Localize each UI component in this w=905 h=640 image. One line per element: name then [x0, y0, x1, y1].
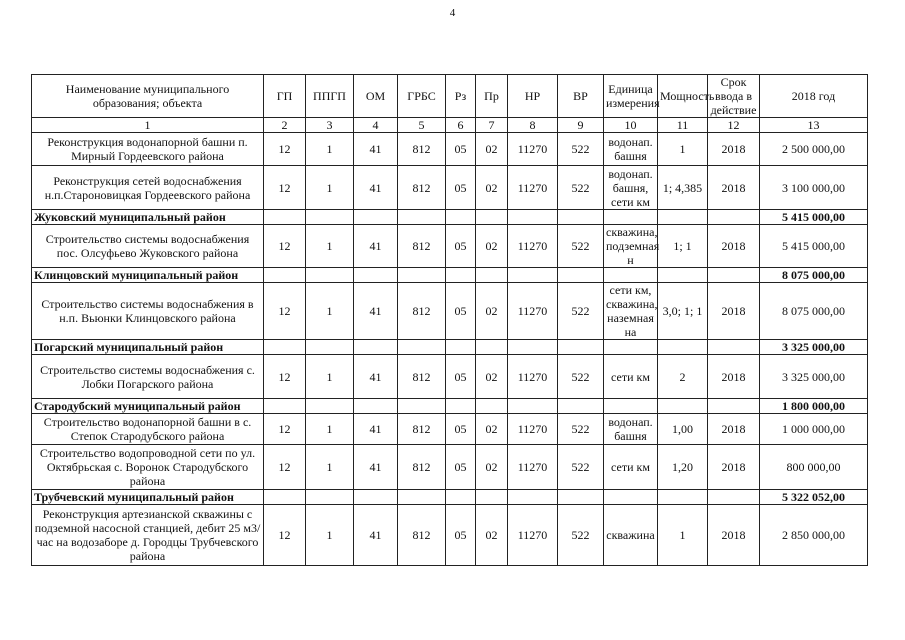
empty-cell	[446, 399, 476, 414]
pr-cell: 02	[476, 283, 508, 340]
empty-cell	[508, 399, 558, 414]
object-row	[32, 505, 868, 566]
empty-cell	[708, 490, 760, 505]
column-number-row	[32, 118, 868, 133]
vr-cell: 522	[558, 505, 604, 566]
amount-cell: 3 325 000,00	[760, 355, 868, 399]
object-row	[32, 225, 868, 268]
grbs-cell: 812	[398, 133, 446, 166]
object-row	[32, 133, 868, 166]
column-number: 5	[398, 118, 446, 133]
empty-cell	[306, 340, 354, 355]
column-number: 11	[658, 118, 708, 133]
nr-cell: 11270	[508, 505, 558, 566]
om-cell: 41	[354, 445, 398, 490]
ppgp-cell: 1	[306, 505, 354, 566]
om-cell: 41	[354, 133, 398, 166]
empty-cell	[658, 210, 708, 225]
object-name: Реконструкция артезианской скважины с подземной насосной станцией, дебит 25 м3/час на водозаборе д. Городцы Трубчевского района	[32, 505, 264, 566]
col-header-rz: Рз	[446, 75, 476, 118]
empty-cell	[264, 490, 306, 505]
gp-cell: 12	[264, 225, 306, 268]
year-cell: 2018	[708, 166, 760, 210]
empty-cell	[508, 268, 558, 283]
empty-cell	[446, 490, 476, 505]
ppgp-cell: 1	[306, 166, 354, 210]
column-number: 2	[264, 118, 306, 133]
district-row	[32, 340, 868, 355]
empty-cell	[558, 268, 604, 283]
om-cell: 41	[354, 414, 398, 445]
rz-cell: 05	[446, 355, 476, 399]
col-header-year-2018: 2018 год	[760, 75, 868, 118]
amount-cell: 2 850 000,00	[760, 505, 868, 566]
power-cell: 1,20	[658, 445, 708, 490]
district-name: Жуковский муниципальный район	[32, 210, 264, 225]
empty-cell	[604, 268, 658, 283]
empty-cell	[558, 399, 604, 414]
empty-cell	[604, 340, 658, 355]
power-cell: 1; 4,385	[658, 166, 708, 210]
grbs-cell: 812	[398, 445, 446, 490]
col-header-unit: Единица измерения	[604, 75, 658, 118]
col-header-name: Наименование муниципального образования; объекта	[32, 75, 264, 118]
col-header-power: Мощность	[658, 75, 708, 118]
column-number: 4	[354, 118, 398, 133]
amount-cell: 800 000,00	[760, 445, 868, 490]
empty-cell	[398, 340, 446, 355]
col-header-om: ОМ	[354, 75, 398, 118]
unit-cell: водонап. башня	[604, 414, 658, 445]
vr-cell: 522	[558, 414, 604, 445]
empty-cell	[708, 399, 760, 414]
empty-cell	[446, 268, 476, 283]
gp-cell: 12	[264, 414, 306, 445]
empty-cell	[658, 340, 708, 355]
empty-cell	[604, 490, 658, 505]
empty-cell	[306, 490, 354, 505]
rz-cell: 05	[446, 225, 476, 268]
column-number: 3	[306, 118, 354, 133]
col-header-grbs: ГРБС	[398, 75, 446, 118]
year-cell: 2018	[708, 133, 760, 166]
object-row	[32, 283, 868, 340]
nr-cell: 11270	[508, 445, 558, 490]
district-row	[32, 490, 868, 505]
object-name: Строительство системы водоснабжения в н.п. Вьюнки Клинцовского района	[32, 283, 264, 340]
power-cell: 2	[658, 355, 708, 399]
grbs-cell: 812	[398, 225, 446, 268]
district-total: 5 322 052,00	[760, 490, 868, 505]
district-name: Погарский муниципальный район	[32, 340, 264, 355]
empty-cell	[306, 399, 354, 414]
ppgp-cell: 1	[306, 133, 354, 166]
empty-cell	[476, 210, 508, 225]
grbs-cell: 812	[398, 505, 446, 566]
empty-cell	[264, 399, 306, 414]
empty-cell	[264, 210, 306, 225]
empty-cell	[306, 268, 354, 283]
vr-cell: 522	[558, 166, 604, 210]
om-cell: 41	[354, 505, 398, 566]
ppgp-cell: 1	[306, 355, 354, 399]
table-body	[32, 133, 868, 566]
district-row	[32, 268, 868, 283]
pr-cell: 02	[476, 414, 508, 445]
power-cell: 3,0; 1; 1	[658, 283, 708, 340]
empty-cell	[658, 268, 708, 283]
empty-cell	[354, 210, 398, 225]
col-header-gp: ГП	[264, 75, 306, 118]
ppgp-cell: 1	[306, 225, 354, 268]
power-cell: 1,00	[658, 414, 708, 445]
empty-cell	[508, 210, 558, 225]
year-cell: 2018	[708, 283, 760, 340]
column-number: 8	[508, 118, 558, 133]
om-cell: 41	[354, 283, 398, 340]
vr-cell: 522	[558, 133, 604, 166]
empty-cell	[354, 490, 398, 505]
nr-cell: 11270	[508, 283, 558, 340]
vr-cell: 522	[558, 283, 604, 340]
empty-cell	[398, 210, 446, 225]
column-number: 10	[604, 118, 658, 133]
empty-cell	[658, 490, 708, 505]
object-row	[32, 355, 868, 399]
empty-cell	[264, 268, 306, 283]
district-name: Трубчевский муниципальный район	[32, 490, 264, 505]
amount-cell: 8 075 000,00	[760, 283, 868, 340]
vr-cell: 522	[558, 445, 604, 490]
unit-cell: водонап. башня	[604, 133, 658, 166]
gp-cell: 12	[264, 355, 306, 399]
empty-cell	[708, 210, 760, 225]
amount-cell: 3 100 000,00	[760, 166, 868, 210]
ppgp-cell: 1	[306, 414, 354, 445]
empty-cell	[446, 210, 476, 225]
power-cell: 1	[658, 133, 708, 166]
power-cell: 1; 1	[658, 225, 708, 268]
rz-cell: 05	[446, 283, 476, 340]
nr-cell: 11270	[508, 225, 558, 268]
empty-cell	[508, 490, 558, 505]
om-cell: 41	[354, 225, 398, 268]
empty-cell	[476, 399, 508, 414]
empty-cell	[476, 340, 508, 355]
grbs-cell: 812	[398, 166, 446, 210]
object-row	[32, 445, 868, 490]
vr-cell: 522	[558, 355, 604, 399]
empty-cell	[398, 490, 446, 505]
grbs-cell: 812	[398, 355, 446, 399]
unit-cell: скважина	[604, 505, 658, 566]
column-number: 6	[446, 118, 476, 133]
empty-cell	[306, 210, 354, 225]
column-number: 7	[476, 118, 508, 133]
empty-cell	[708, 340, 760, 355]
column-number: 12	[708, 118, 760, 133]
gp-cell: 12	[264, 166, 306, 210]
year-cell: 2018	[708, 414, 760, 445]
col-header-ppgp: ППГП	[306, 75, 354, 118]
empty-cell	[604, 399, 658, 414]
power-cell: 1	[658, 505, 708, 566]
rz-cell: 05	[446, 445, 476, 490]
nr-cell: 11270	[508, 414, 558, 445]
object-name: Строительство водонапорной башни в с. Степок Стародубского района	[32, 414, 264, 445]
grbs-cell: 812	[398, 283, 446, 340]
empty-cell	[658, 399, 708, 414]
empty-cell	[708, 268, 760, 283]
year-cell: 2018	[708, 505, 760, 566]
empty-cell	[398, 399, 446, 414]
empty-cell	[558, 340, 604, 355]
page-number: 4	[449, 7, 456, 19]
district-total: 3 325 000,00	[760, 340, 868, 355]
unit-cell: сети км	[604, 355, 658, 399]
empty-cell	[264, 340, 306, 355]
grbs-cell: 812	[398, 414, 446, 445]
column-number: 13	[760, 118, 868, 133]
empty-cell	[476, 268, 508, 283]
column-number: 9	[558, 118, 604, 133]
nr-cell: 11270	[508, 166, 558, 210]
rz-cell: 05	[446, 166, 476, 210]
unit-cell: водонап. башня, сети км	[604, 166, 658, 210]
empty-cell	[354, 399, 398, 414]
ppgp-cell: 1	[306, 445, 354, 490]
pr-cell: 02	[476, 133, 508, 166]
rz-cell: 05	[446, 414, 476, 445]
object-name: Строительство системы водоснабжения с. Лобки Погарского района	[32, 355, 264, 399]
nr-cell: 11270	[508, 355, 558, 399]
pr-cell: 02	[476, 445, 508, 490]
unit-cell: сети км, скважина, наземная на	[604, 283, 658, 340]
om-cell: 41	[354, 355, 398, 399]
district-row	[32, 399, 868, 414]
col-header-term: Срок ввода в действие	[708, 75, 760, 118]
empty-cell	[354, 340, 398, 355]
nr-cell: 11270	[508, 133, 558, 166]
district-total: 5 415 000,00	[760, 210, 868, 225]
unit-cell: скважина, подземная н	[604, 225, 658, 268]
district-row	[32, 210, 868, 225]
rz-cell: 05	[446, 505, 476, 566]
col-header-nr: НР	[508, 75, 558, 118]
column-number: 1	[32, 118, 264, 133]
pr-cell: 02	[476, 505, 508, 566]
empty-cell	[398, 268, 446, 283]
header-row	[32, 75, 868, 118]
col-header-vr: ВР	[558, 75, 604, 118]
district-name: Стародубский муниципальный район	[32, 399, 264, 414]
object-row	[32, 414, 868, 445]
object-name: Реконструкция сетей водоснабжения н.п.Староновицкая Гордеевского района	[32, 166, 264, 210]
empty-cell	[446, 340, 476, 355]
empty-cell	[508, 340, 558, 355]
year-cell: 2018	[708, 355, 760, 399]
year-cell: 2018	[708, 445, 760, 490]
pr-cell: 02	[476, 355, 508, 399]
object-name: Строительство водопроводной сети по ул. Октябрьская с. Воронок Стародубского района	[32, 445, 264, 490]
ppgp-cell: 1	[306, 283, 354, 340]
unit-cell: сети км	[604, 445, 658, 490]
col-header-pr: Пр	[476, 75, 508, 118]
object-row	[32, 166, 868, 210]
amount-cell: 1 000 000,00	[760, 414, 868, 445]
empty-cell	[354, 268, 398, 283]
empty-cell	[476, 490, 508, 505]
om-cell: 41	[354, 166, 398, 210]
empty-cell	[558, 210, 604, 225]
vr-cell: 522	[558, 225, 604, 268]
district-total: 1 800 000,00	[760, 399, 868, 414]
district-total: 8 075 000,00	[760, 268, 868, 283]
year-cell: 2018	[708, 225, 760, 268]
object-name: Реконструкция водонапорной башни п. Мирный Гордеевского района	[32, 133, 264, 166]
gp-cell: 12	[264, 505, 306, 566]
empty-cell	[558, 490, 604, 505]
budget-table	[31, 74, 868, 566]
amount-cell: 2 500 000,00	[760, 133, 868, 166]
pr-cell: 02	[476, 166, 508, 210]
object-name: Строительство системы водоснабжения пос. Олсуфьево Жуковского района	[32, 225, 264, 268]
amount-cell: 5 415 000,00	[760, 225, 868, 268]
gp-cell: 12	[264, 133, 306, 166]
empty-cell	[604, 210, 658, 225]
pr-cell: 02	[476, 225, 508, 268]
gp-cell: 12	[264, 445, 306, 490]
rz-cell: 05	[446, 133, 476, 166]
district-name: Клинцовский муниципальный район	[32, 268, 264, 283]
gp-cell: 12	[264, 283, 306, 340]
